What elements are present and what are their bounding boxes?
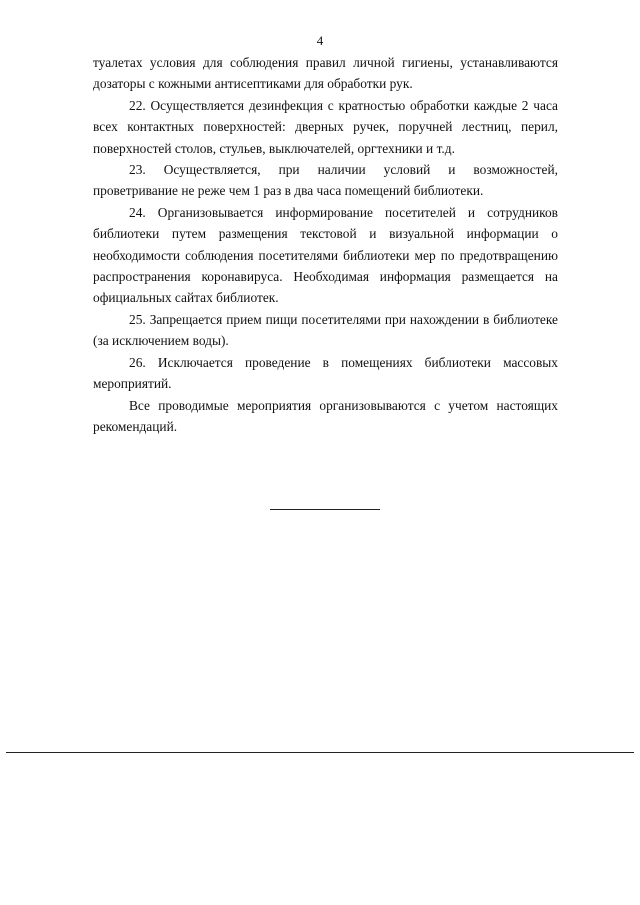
paragraph-item-23: 23. Осуществляется, при наличии условий и возможностей, проветривание не реже чем 1 раз в два часа помещений библиотеки. [93, 162, 558, 199]
page-number: 4 [316, 33, 324, 48]
end-of-text-divider [270, 509, 380, 510]
paragraph-item-22: 22. Осуществляется дезинфекция с кратностью обработки каждые 2 часа всех контактных поверхностей: дверных ручек, поручней лестниц, перил, поверхностей столов, стульев, выключателей, оргтехники и т.д. [93, 97, 558, 156]
paragraph-item-26: 26. Исключается проведение в помещениях библиотеки массовых мероприятий. [93, 354, 558, 392]
paragraph-item-24: 24. Организовывается информирование посетителей и сотрудников библиотеки путем размещения текстовой и визуальной информации о необходимости соблюдения посетителями библиотеки мер по предотвращению распространения коронавируса. Необходимая информация размещается на официальных сайтах библиотек. [93, 204, 558, 306]
page-bottom-rule [6, 752, 634, 753]
document-body [93, 52, 558, 437]
paragraph-item-25: 25. Запрещается прием пищи посетителями при нахождении в библиотеке (за исключением воды). [93, 311, 558, 349]
paragraph-continuation: туалетах условия для соблюдения правил личной гигиены, устанавливаются дозаторы с кожными антисептиками для обработки рук. [93, 55, 558, 92]
paragraph-closing: Все проводимые мероприятия организовываются с учетом настоящих рекомендаций. [93, 397, 558, 434]
